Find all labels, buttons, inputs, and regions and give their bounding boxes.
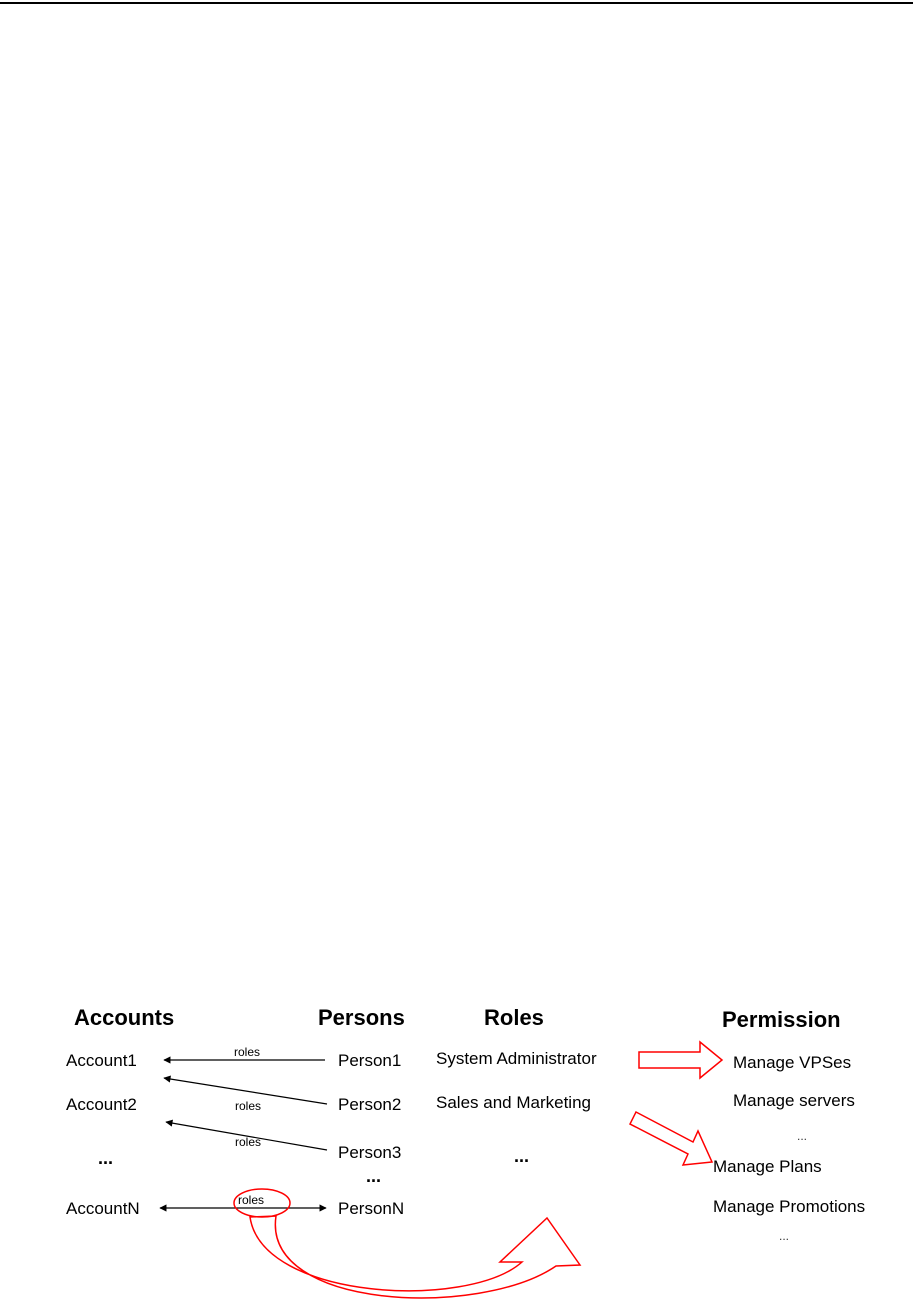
account-item: Account1 — [66, 1051, 137, 1070]
permission-ellipsis: ... — [779, 1229, 790, 1243]
permission-item: Manage Plans — [713, 1157, 822, 1176]
roles-link-label: roles — [235, 1099, 262, 1113]
header-roles: Roles — [484, 1005, 544, 1030]
person-item: Person3 — [338, 1143, 402, 1162]
account-item: Account2 — [66, 1095, 137, 1114]
header-accounts: Accounts — [74, 1005, 175, 1030]
sales-permission-arrow — [630, 1112, 712, 1165]
permission-item: Manage Promotions — [713, 1197, 866, 1216]
account-item: AccountN — [66, 1199, 140, 1218]
person-item: Person2 — [338, 1095, 402, 1114]
header-permission: Permission — [722, 1007, 841, 1032]
permission-item: Manage servers — [733, 1091, 855, 1110]
sysadmin-permission-arrow — [639, 1042, 722, 1078]
person-item: Person1 — [338, 1051, 402, 1070]
permission-item: Manage VPSes — [733, 1053, 852, 1072]
role-item: System Administrator — [436, 1049, 597, 1068]
roles-link-label: roles — [235, 1135, 262, 1149]
roles-curved-red-arrow — [250, 1216, 580, 1298]
permission-ellipsis: ... — [797, 1129, 808, 1143]
account-ellipsis: ... — [98, 1148, 114, 1168]
person-ellipsis: ... — [366, 1166, 382, 1186]
header-persons: Persons — [318, 1005, 405, 1030]
roles-link-label: roles — [234, 1045, 261, 1059]
role-item: Sales and Marketing — [436, 1093, 591, 1112]
person-item: PersonN — [338, 1199, 405, 1218]
role-ellipsis: ... — [514, 1146, 530, 1166]
roles-link-label: roles — [238, 1193, 265, 1207]
